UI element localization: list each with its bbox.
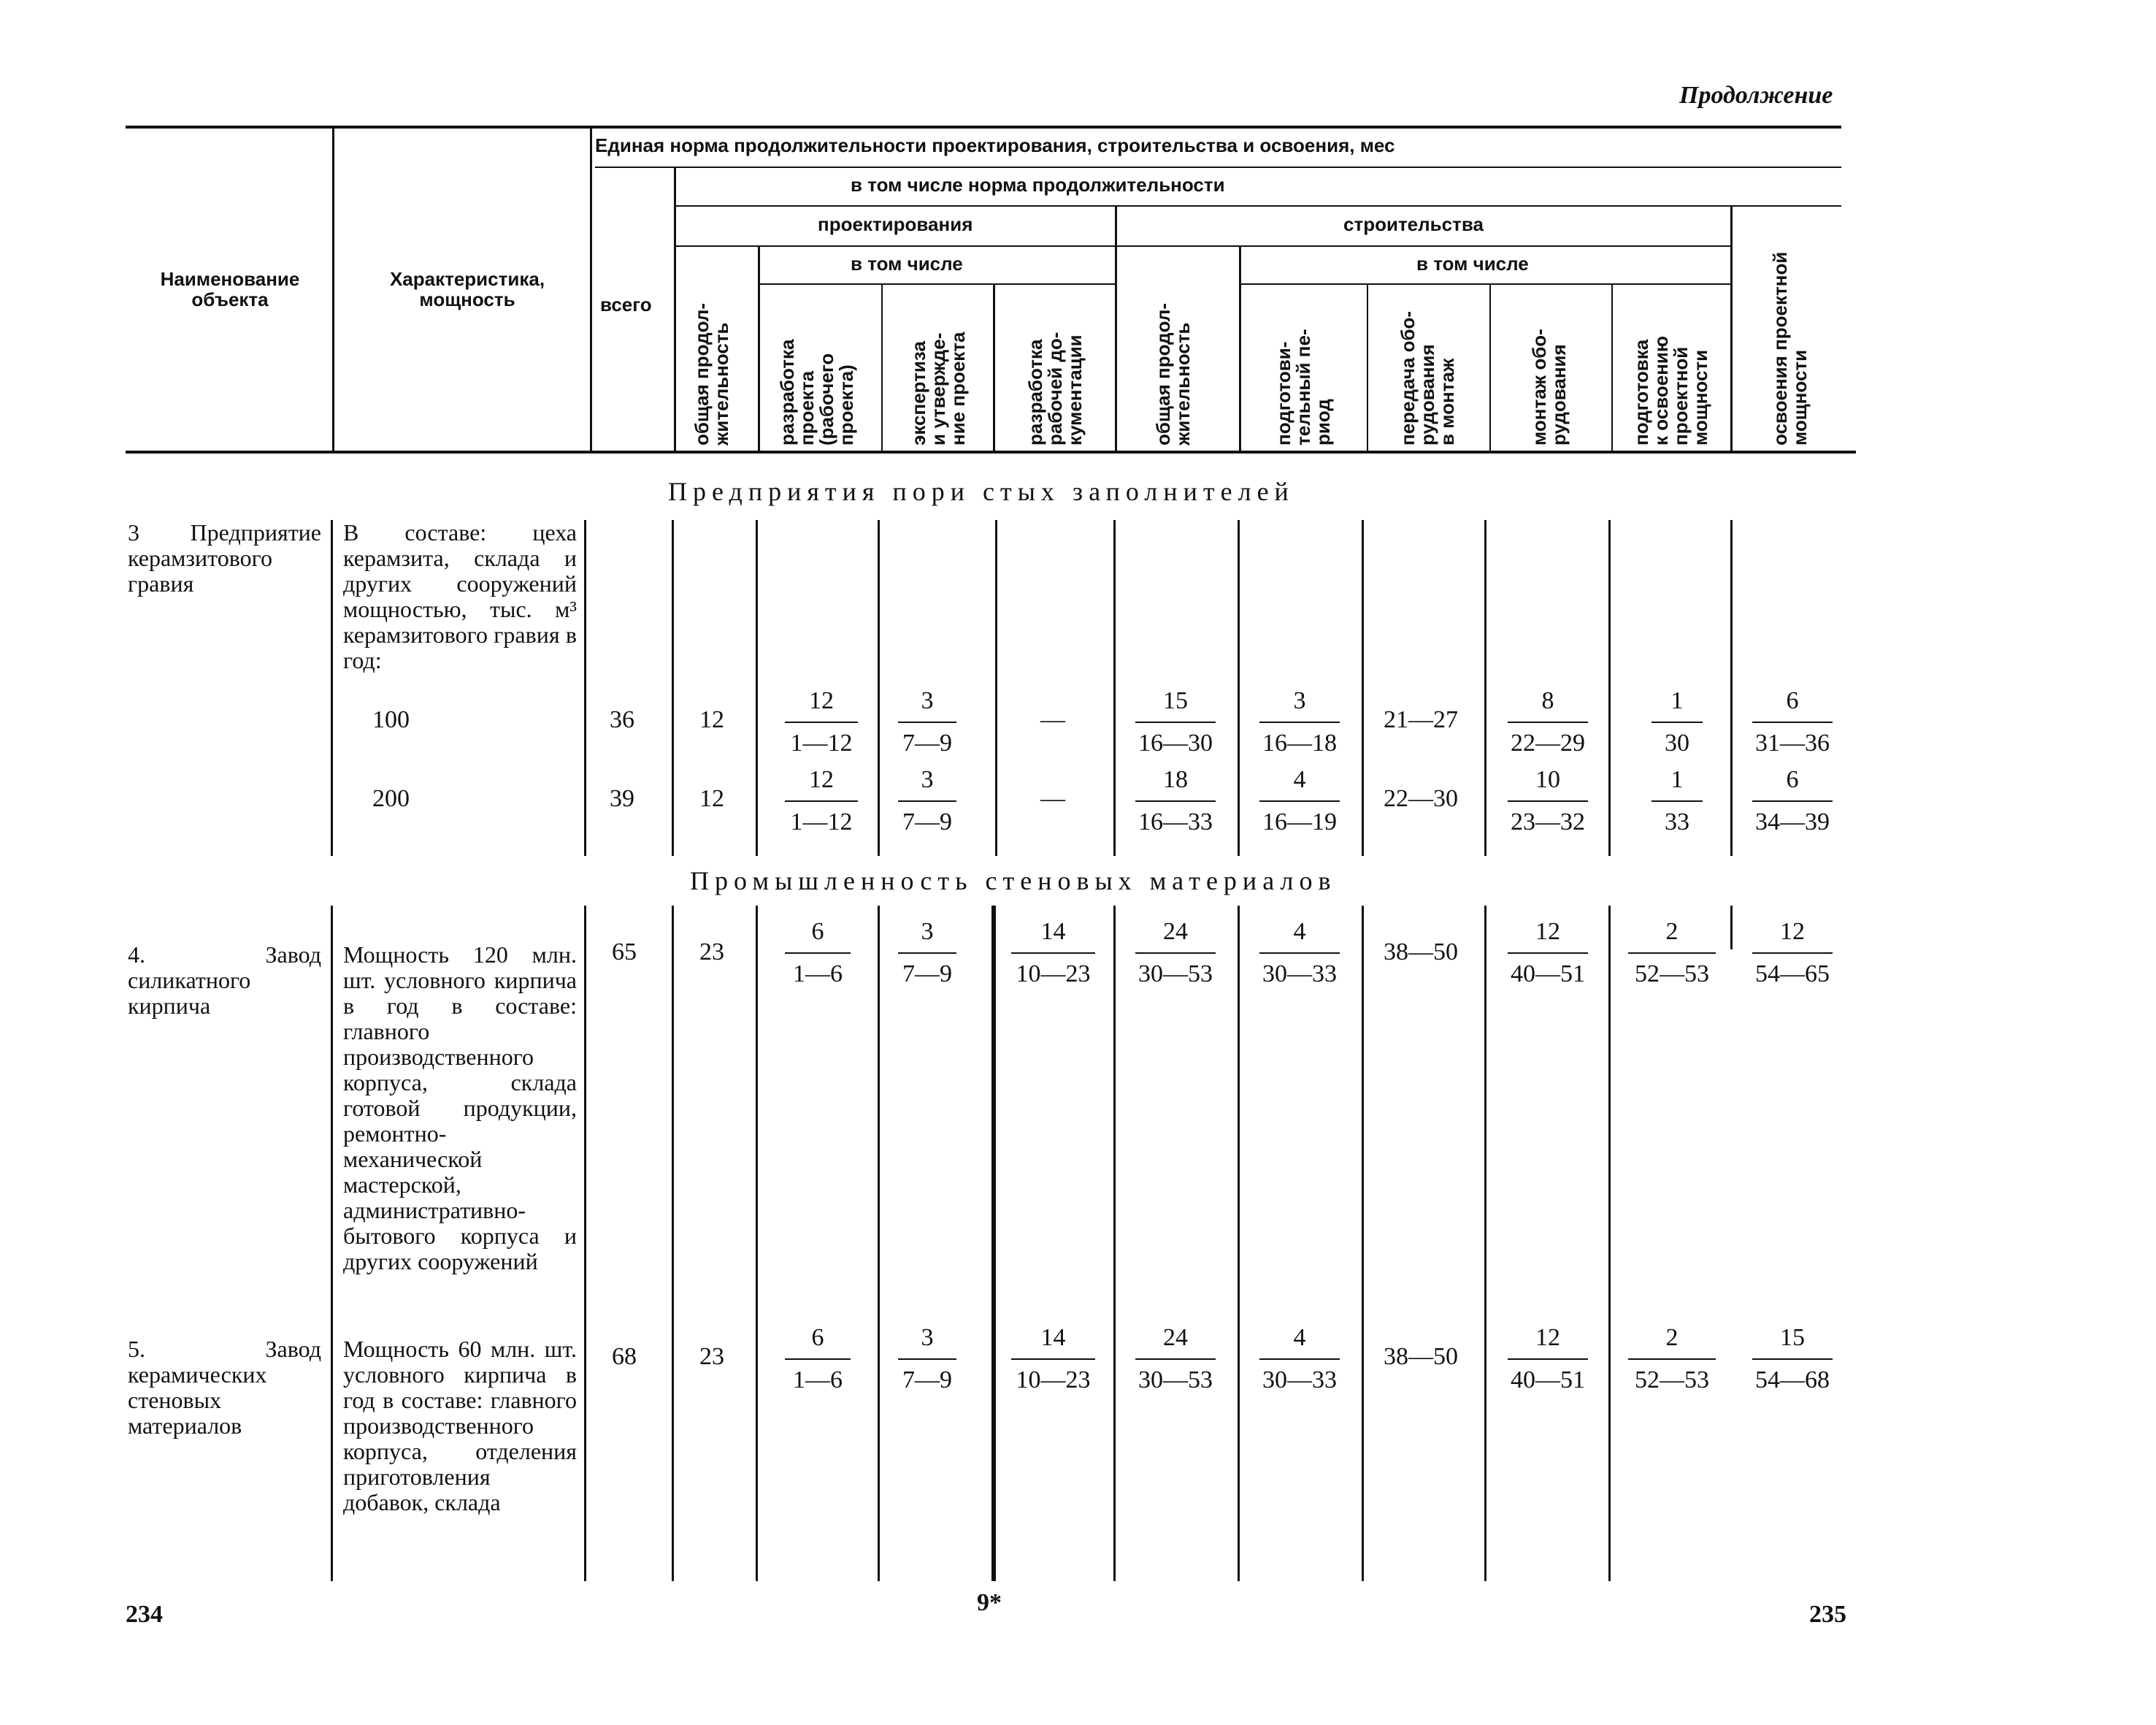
row5-project-dev-den: 1—6 [793,1366,843,1393]
body-divider [1484,520,1486,856]
row4-working-docs [1011,917,1095,989]
col-name-header: Наименование объекта [160,268,300,310]
row5-prep-mastering [1628,1323,1716,1395]
row100-design-total: 12 [699,706,724,733]
object-4-name: 4. Завод силикатного кирпича [128,941,321,1019]
row200-preparatory-num: 4 [1259,765,1340,802]
row100-equip-transfer: 21—27 [1384,706,1458,733]
body-divider [1362,906,1364,1581]
row5-equip-install-den: 40—51 [1511,1366,1585,1393]
row100-preparatory [1259,686,1340,758]
row5-design-total: 23 [699,1343,724,1370]
row5-prep-mastering-den: 52—53 [1635,1366,1709,1393]
row200-mastering [1752,765,1833,837]
object-3-desc: В составе: цеха керамзита, склада и других сооружений мощностью, тыс. м³ керамзитового гравия в год: [343,519,577,673]
row100-equip-install [1508,686,1588,758]
object-4-desc: Мощность 120 млн. шт. условного кирпича в год в составе: главного производственного корпуса, склада готовой продукции, ремонтно-механической мастерской, административно-бытового корпуса и других сооружений [343,941,577,1274]
row4-expertise-num: 3 [898,917,956,954]
row100-project-dev [785,686,858,758]
header-divider [993,285,995,451]
body-divider [1730,520,1733,856]
row100-constr-total [1135,686,1216,758]
row100-equip-install-num: 8 [1508,686,1588,723]
row100-constr-den: 16—30 [1138,730,1213,757]
row100-capacity: 100 [372,706,410,733]
row4-equip-install-num: 12 [1508,917,1588,954]
header-rule-design [675,245,1115,247]
object-5-name: 5. Завод керамических стеновых материалов [128,1336,321,1439]
v-prep-mastering: подготовка к освоению проектной мощности [1630,335,1711,445]
row200-constr-num: 18 [1135,765,1216,802]
object-5-desc: Мощность 60 млн. шт. условного кирпича в год в составе: главного производственного корпуса, отделения приготовления добавок, склада [343,1336,577,1515]
row4-project-dev [785,917,851,989]
header-rule-construction [1117,245,1730,247]
body-divider [1608,906,1611,1581]
signature-mark: 9* [977,1589,1002,1616]
row5-preparatory-num: 4 [1259,1323,1340,1360]
row5-mastering [1752,1323,1833,1395]
header-divider [1611,285,1613,451]
row5-expertise-den: 7—9 [902,1366,952,1393]
continuation-label: Продолжение [1679,82,1833,109]
row200-total: 39 [610,785,634,812]
row200-expertise [898,765,956,837]
header-rule-including [675,205,1841,207]
row100-preparatory-num: 3 [1259,686,1340,723]
row200-equip-install-num: 10 [1508,765,1588,802]
row4-prep-mastering-num: 2 [1628,917,1716,954]
v-equip-install: монтаж обо- рудования [1528,329,1570,445]
row4-preparatory [1259,917,1340,989]
header-divider [758,247,760,451]
row5-project-dev-num: 6 [785,1323,851,1360]
body-divider [1238,520,1240,856]
row200-project-dev-den: 1—12 [790,808,853,835]
row200-prep-mastering [1651,765,1703,837]
body-divider [1113,906,1116,1581]
row100-prep-mastering [1651,686,1703,758]
row4-constr-total [1135,917,1216,989]
row100-mastering [1752,686,1833,758]
row5-mastering-den: 54—68 [1755,1366,1830,1393]
body-divider [878,906,880,1581]
body-divider [672,906,674,1581]
row5-preparatory [1259,1323,1340,1395]
page-number-left: 234 [126,1601,163,1628]
v-preparatory: подготови- тельный пе- риод [1273,329,1334,445]
row5-constr-total [1135,1323,1216,1395]
body-divider [995,520,997,856]
row4-expertise [898,917,956,989]
header-divider [1730,207,1733,451]
row100-working-docs: — [1040,706,1065,733]
v-project-dev: разработка проекта (рабочего проекта) [776,339,857,445]
including-norm-header: в том числе норма продолжительности [851,174,1225,196]
header-divider [332,129,334,451]
header-divider [590,129,592,451]
row100-total: 36 [610,706,634,733]
design-header: проектирования [818,213,973,235]
row200-prep-mastering-den: 33 [1665,808,1689,835]
row200-equip-install [1508,765,1588,837]
row100-expertise-num: 3 [898,686,956,723]
unified-norm-header: Единая норма продолжительности проектирования, строительства и освоения, мес [595,134,1395,156]
row200-preparatory [1259,765,1340,837]
body-divider [672,520,674,856]
row5-total: 68 [612,1343,637,1370]
body-divider [1113,520,1116,856]
row100-expertise [898,686,956,758]
body-divider [756,906,758,1581]
row5-expertise-num: 3 [898,1323,956,1360]
design-including-header: в том числе [851,253,963,275]
v-working-docs: разработка рабочей до- кументации [1024,332,1086,445]
row5-constr-den: 30—53 [1138,1366,1213,1393]
section-wall: Промышленность стеновых материалов [690,866,1337,895]
row4-design-total: 23 [699,938,724,965]
row100-preparatory-den: 16—18 [1262,730,1337,757]
header-divider [1489,285,1491,451]
row5-constr-num: 24 [1135,1323,1216,1360]
row4-project-dev-num: 6 [785,917,851,954]
body-divider [1730,906,1733,949]
row5-equip-install [1508,1323,1588,1395]
body-divider [1608,520,1611,856]
row4-prep-mastering-den: 52—53 [1635,960,1709,987]
row4-working-docs-num: 14 [1011,917,1095,954]
row4-mastering [1752,917,1833,989]
top-rule [126,126,1841,129]
row200-working-docs: — [1040,785,1065,812]
v-expertise: экспертиза и утвержде- ние проекта [908,332,969,445]
total-header: всего [600,294,652,315]
row100-project-dev-num: 12 [785,686,858,723]
row200-mastering-num: 6 [1752,765,1833,802]
row200-equip-install-den: 23—32 [1511,808,1585,835]
header-divider [881,285,883,451]
row4-mastering-den: 54—65 [1755,960,1830,987]
row200-capacity: 200 [372,785,410,812]
row100-prep-mastering-den: 30 [1665,730,1689,757]
row200-prep-mastering-num: 1 [1651,765,1703,802]
row4-constr-den: 30—53 [1138,960,1213,987]
row4-equip-install-den: 40—51 [1511,960,1585,987]
body-divider [1238,906,1240,1581]
header-divider [1239,247,1241,451]
row200-project-dev-num: 12 [785,765,858,802]
row5-mastering-num: 15 [1752,1323,1833,1360]
row5-working-docs-num: 14 [1011,1323,1095,1360]
page-number-right: 235 [1809,1601,1846,1628]
row100-equip-install-den: 22—29 [1511,730,1585,757]
row200-project-dev [785,765,858,837]
body-divider [584,520,586,856]
body-divider-bold [991,906,996,1581]
row200-equip-transfer: 22—30 [1384,785,1458,812]
row200-constr-total [1135,765,1216,837]
row5-equip-install-num: 12 [1508,1323,1588,1360]
row4-prep-mastering [1628,917,1716,989]
row4-mastering-num: 12 [1752,917,1833,954]
body-divider [584,906,586,1581]
row4-project-dev-den: 1—6 [793,960,843,987]
row4-total: 65 [612,938,637,965]
row4-working-docs-den: 10—23 [1016,960,1091,987]
row5-equip-transfer: 38—50 [1384,1343,1458,1370]
row5-prep-mastering-num: 2 [1628,1323,1716,1360]
row100-expertise-den: 7—9 [902,730,952,757]
body-divider [331,520,333,856]
row4-equip-install [1508,917,1588,989]
constr-including-header: в том числе [1416,253,1529,275]
row4-preparatory-num: 4 [1259,917,1340,954]
row4-expertise-den: 7—9 [902,960,952,987]
body-divider [1362,520,1364,856]
row200-mastering-den: 34—39 [1755,808,1830,835]
row100-mastering-den: 31—36 [1755,730,1830,757]
row5-working-docs [1011,1323,1095,1395]
header-divider [1367,285,1368,451]
row200-constr-den: 16—33 [1138,808,1213,835]
row5-preparatory-den: 30—33 [1262,1366,1337,1393]
row4-equip-transfer: 38—50 [1384,938,1458,965]
row5-project-dev [785,1323,851,1395]
row100-prep-mastering-num: 1 [1651,686,1703,723]
body-divider [1484,906,1486,1581]
row100-mastering-num: 6 [1752,686,1833,723]
row200-expertise-num: 3 [898,765,956,802]
body-divider [331,906,333,1581]
col-char-header: Характеристика, мощность [389,268,545,310]
row100-project-dev-den: 1—12 [790,730,853,757]
header-rule-norm [595,167,1841,168]
header-divider [1115,207,1117,451]
header-bottom-rule [126,451,1856,454]
row5-expertise [898,1323,956,1395]
row4-preparatory-den: 30—33 [1262,960,1337,987]
header-divider [674,168,676,451]
row200-expertise-den: 7—9 [902,808,952,835]
section-porous: Предприятия пори стых заполнителей [668,477,1294,506]
v-equip-transfer: передача обо- рудования в монтаж [1397,310,1458,445]
body-divider [756,520,758,856]
header-rule-design-including [759,283,1115,285]
body-divider [878,520,880,856]
row5-working-docs-den: 10—23 [1016,1366,1091,1393]
object-3-name: 3 Предприятие керамзитового гравия [128,519,321,597]
row4-constr-num: 24 [1135,917,1216,954]
construction-header: строительства [1343,213,1484,235]
row200-preparatory-den: 16—19 [1262,808,1337,835]
row100-constr-num: 15 [1135,686,1216,723]
header-rule-constr-including [1241,283,1730,285]
row200-design-total: 12 [699,785,724,812]
v-constr-total: общая продол- жительность [1152,302,1194,445]
v-design-total: общая продол- жительность [691,302,732,445]
v-mastering: освоения проектной мощности [1769,251,1811,445]
